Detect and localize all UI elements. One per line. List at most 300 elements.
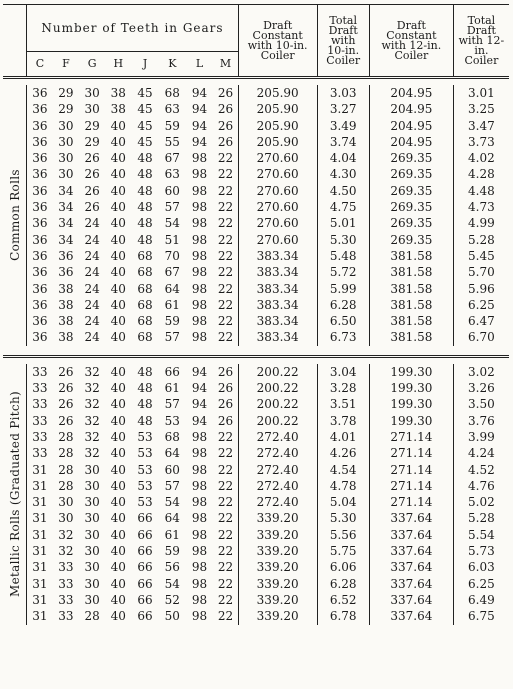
- gear-teeth-cell: 32: [84, 381, 100, 396]
- total-draft-cell: 6.28: [317, 297, 369, 313]
- gear-teeth-cell: 50: [164, 609, 180, 624]
- gear-teeth-cell: 45: [137, 134, 153, 149]
- gear-teeth-cell: 22: [213, 494, 238, 510]
- draft-constant-cell: 339.20: [238, 592, 317, 608]
- table-row: [3, 413, 509, 429]
- gear-col-g: G: [87, 57, 97, 70]
- draft-constant-cell: 272.40: [238, 478, 317, 494]
- gear-teeth-cell: 63: [164, 167, 180, 182]
- gear-teeth-cell: 29: [84, 134, 100, 149]
- gear-teeth-cell: 40: [110, 167, 126, 182]
- gear-teeth-cell: 36: [32, 330, 48, 345]
- gear-teeth-cell: 61: [164, 527, 180, 542]
- draft-constant-cell: 381.58: [369, 313, 453, 329]
- gear-col-k: K: [168, 57, 177, 70]
- gear-teeth-cell: 36: [32, 216, 48, 231]
- draft-constant-cell: 199.30: [369, 413, 453, 429]
- gear-col-f: F: [62, 57, 70, 70]
- gear-teeth-cell: 24: [84, 297, 100, 312]
- gear-teeth-cell: 40: [110, 576, 126, 591]
- draft-constant-cell: 381.58: [369, 248, 453, 264]
- gear-teeth-cell: 36: [32, 183, 48, 198]
- total-draft-cell: 4.75: [317, 199, 369, 215]
- gear-teeth-cell: 31: [32, 495, 48, 510]
- gear-teeth-cell: 40: [110, 495, 126, 510]
- draft-constant-cell: 383.34: [238, 297, 317, 313]
- total-draft-cell: 6.70: [468, 330, 495, 345]
- gear-teeth-cell: 57: [164, 200, 180, 215]
- gear-teeth-cell: 28: [58, 462, 74, 477]
- table-row: [3, 543, 509, 559]
- total-draft-cell: 6.50: [317, 313, 369, 329]
- gear-teeth-cell: 48: [137, 364, 153, 379]
- gear-col-h: H: [113, 57, 124, 70]
- gear-teeth-cell: 56: [164, 560, 180, 575]
- gear-teeth-cell: 51: [164, 232, 180, 247]
- gear-teeth-cell: 40: [110, 609, 126, 624]
- total-draft-cell: 3.99: [468, 429, 495, 444]
- gear-teeth-cell: 68: [137, 265, 153, 280]
- total-draft-cell: 6.75: [468, 609, 495, 624]
- draft-constant-cell: 200.22: [238, 413, 317, 429]
- gear-teeth-cell: 94: [191, 364, 208, 379]
- spacer-cell: [3, 356, 509, 364]
- total-draft-cell: 4.26: [317, 445, 369, 461]
- gear-teeth-cell: 59: [164, 118, 180, 133]
- draft-constant-cell: 272.40: [238, 462, 317, 478]
- total-draft-cell: 3.76: [468, 413, 495, 428]
- gear-teeth-cell: 98: [191, 609, 208, 624]
- total-draft-cell: 3.01: [468, 86, 495, 100]
- gear-teeth-cell: 22: [213, 527, 238, 543]
- total-draft-cell: 3.25: [468, 102, 495, 117]
- draft-constant-cell: 200.22: [238, 380, 317, 396]
- total-draft-cell: 4.30: [317, 166, 369, 182]
- gear-teeth-cell: 66: [137, 592, 153, 607]
- gear-teeth-cell: 48: [137, 151, 153, 166]
- gear-teeth-cell: 33: [32, 364, 48, 379]
- table-row: [3, 85, 509, 101]
- total-12-header: Total Draft with 12-in. Coiler: [458, 13, 505, 67]
- gear-teeth-cell: 22: [213, 462, 238, 478]
- gear-teeth-cell: 40: [110, 592, 126, 607]
- gear-teeth-cell: 48: [137, 183, 153, 198]
- gear-teeth-cell: 24: [84, 232, 100, 247]
- total-draft-cell: 4.54: [317, 462, 369, 478]
- table-row: [3, 494, 509, 510]
- gear-teeth-cell: 40: [110, 429, 126, 444]
- draft-constant-cell: 269.35: [369, 183, 453, 199]
- gear-teeth-cell: 36: [32, 232, 48, 247]
- gear-teeth-cell: 40: [110, 560, 126, 575]
- header-row-top: [3, 5, 509, 52]
- gear-teeth-cell: 40: [110, 478, 126, 493]
- gear-teeth-cell: 32: [84, 446, 100, 461]
- gear-teeth-cell: 38: [58, 297, 74, 312]
- draft-constant-cell: 272.40: [238, 445, 317, 461]
- total-draft-cell: 4.48: [468, 183, 495, 198]
- draft-constant-cell: 205.90: [238, 101, 317, 117]
- draft-constant-cell: 271.14: [369, 478, 453, 494]
- table-row: [3, 101, 509, 117]
- total-draft-cell: 5.75: [317, 543, 369, 559]
- table-row: [3, 445, 509, 461]
- gear-teeth-cell: 98: [191, 151, 208, 166]
- draft-constant-cell: 200.22: [238, 396, 317, 412]
- total-draft-cell: 5.30: [317, 232, 369, 248]
- total-draft-cell: 5.45: [468, 248, 495, 263]
- gear-teeth-cell: 55: [164, 134, 180, 149]
- total-draft-cell: 4.28: [468, 167, 495, 182]
- total-draft-cell: 3.51: [317, 396, 369, 412]
- table-row: [3, 429, 509, 445]
- gear-teeth-cell: 53: [137, 462, 153, 477]
- gear-teeth-cell: 31: [32, 609, 48, 624]
- gear-teeth-cell: 22: [213, 150, 238, 166]
- table-row: [3, 150, 509, 166]
- table-row: [3, 183, 509, 199]
- gear-teeth-cell: 33: [32, 413, 48, 428]
- gear-teeth-cell: 30: [84, 576, 100, 591]
- gear-teeth-cell: 66: [164, 364, 180, 379]
- draft-constant-cell: 272.40: [238, 429, 317, 445]
- total-draft-cell: 5.04: [317, 494, 369, 510]
- gear-teeth-cell: 40: [110, 265, 126, 280]
- gear-teeth-cell: 32: [84, 397, 100, 412]
- gear-teeth-cell: 38: [58, 314, 74, 329]
- gear-teeth-cell: 67: [164, 151, 180, 166]
- total-draft-cell: 5.72: [317, 264, 369, 280]
- gear-teeth-cell: 32: [84, 364, 100, 379]
- gear-teeth-cell: 36: [32, 297, 48, 312]
- gear-teeth-cell: 61: [164, 381, 180, 396]
- gear-teeth-cell: 98: [191, 200, 208, 215]
- gear-teeth-cell: 22: [213, 576, 238, 592]
- gear-teeth-cell: 98: [191, 576, 208, 591]
- gear-teeth-cell: 94: [191, 118, 208, 133]
- gear-teeth-cell: 24: [84, 330, 100, 345]
- gear-teeth-cell: 98: [191, 429, 208, 444]
- gear-teeth-cell: 33: [58, 609, 74, 624]
- total-draft-cell: 6.78: [317, 608, 369, 624]
- draft-constant-cell: 337.64: [369, 608, 453, 624]
- gear-teeth-cell: 33: [32, 397, 48, 412]
- draft-constant-cell: 204.95: [369, 101, 453, 117]
- gear-teeth-cell: 53: [137, 478, 153, 493]
- total-draft-cell: 5.73: [468, 544, 495, 559]
- gear-teeth-cell: 98: [191, 248, 208, 263]
- gear-teeth-cell: 40: [110, 232, 126, 247]
- total-draft-cell: 5.01: [317, 215, 369, 231]
- section-spacer: [3, 78, 509, 86]
- gear-teeth-cell: 40: [110, 381, 126, 396]
- total-draft-cell: 5.70: [468, 265, 495, 280]
- gear-teeth-cell: 22: [213, 281, 238, 297]
- gear-teeth-cell: 34: [58, 183, 74, 198]
- gears-title: Number of Teeth in Gears: [27, 5, 239, 52]
- total-draft-cell: 4.73: [468, 200, 495, 215]
- gear-teeth-cell: 40: [110, 527, 126, 542]
- gear-teeth-cell: 32: [58, 544, 74, 559]
- draft-constant-cell: 269.35: [369, 150, 453, 166]
- total-draft-cell: 3.02: [468, 364, 495, 379]
- gear-teeth-cell: 28: [84, 609, 100, 624]
- table-row: [3, 462, 509, 478]
- draft-constant-cell: 339.20: [238, 608, 317, 624]
- gear-teeth-cell: 66: [137, 576, 153, 591]
- total-draft-cell: 4.52: [468, 462, 495, 477]
- gear-teeth-cell: 31: [32, 576, 48, 591]
- table-row: [3, 199, 509, 215]
- draft-constant-cell: 205.90: [238, 134, 317, 150]
- gear-teeth-cell: 54: [164, 216, 180, 231]
- total-10-header: Total Draft with 10-in. Coiler: [317, 5, 369, 78]
- gear-teeth-cell: 34: [58, 200, 74, 215]
- total-draft-cell: 5.99: [317, 281, 369, 297]
- gear-teeth-cell: 26: [58, 397, 74, 412]
- table-row: [3, 527, 509, 543]
- gear-teeth-cell: 94: [191, 102, 208, 117]
- gear-teeth-cell: 48: [137, 200, 153, 215]
- total-draft-cell: 3.03: [317, 85, 369, 101]
- total-draft-cell: 6.47: [468, 314, 495, 329]
- draft-constant-cell: 339.20: [238, 576, 317, 592]
- gear-teeth-cell: 57: [164, 397, 180, 412]
- gear-teeth-cell: 67: [164, 265, 180, 280]
- gear-teeth-cell: 98: [191, 527, 208, 542]
- gear-teeth-cell: 30: [84, 511, 100, 526]
- gear-teeth-cell: 66: [137, 527, 153, 542]
- gear-teeth-cell: 22: [213, 297, 238, 313]
- gear-teeth-cell: 70: [164, 248, 180, 263]
- gear-teeth-cell: 53: [164, 413, 180, 428]
- draft-constant-cell: 204.95: [369, 134, 453, 150]
- gear-teeth-cell: 48: [137, 381, 153, 396]
- gear-teeth-cell: 36: [32, 151, 48, 166]
- section-label: Metallic Rolls (Graduated Pitch): [7, 391, 22, 598]
- gear-teeth-cell: 32: [58, 527, 74, 542]
- gear-teeth-cell: 26: [84, 183, 100, 198]
- gear-teeth-cell: 94: [191, 413, 208, 428]
- gear-teeth-cell: 36: [32, 200, 48, 215]
- gear-teeth-cell: 26: [213, 85, 238, 101]
- draft-constant-cell: 270.60: [238, 166, 317, 182]
- gear-teeth-cell: 40: [110, 297, 126, 312]
- gear-teeth-cell: 22: [213, 199, 238, 215]
- gear-teeth-cell: 32: [84, 429, 100, 444]
- draft-constant-cell: 271.14: [369, 462, 453, 478]
- total-draft-cell: 3.73: [468, 134, 495, 149]
- gear-teeth-cell: 28: [58, 446, 74, 461]
- gear-teeth-cell: 28: [58, 478, 74, 493]
- gear-teeth-cell: 26: [213, 101, 238, 117]
- gear-teeth-cell: 34: [58, 232, 74, 247]
- gear-teeth-cell: 53: [137, 446, 153, 461]
- gear-teeth-cell: 36: [58, 248, 74, 263]
- draft-constant-cell: 204.95: [369, 85, 453, 101]
- gear-teeth-cell: 68: [137, 248, 153, 263]
- gear-teeth-cell: 98: [191, 592, 208, 607]
- gear-teeth-cell: 36: [32, 281, 48, 296]
- draft-constant-cell: 337.64: [369, 576, 453, 592]
- section-label-cell: [3, 85, 27, 346]
- draft-constant-cell: 270.60: [238, 215, 317, 231]
- table-row: [3, 559, 509, 575]
- gear-teeth-cell: 94: [191, 381, 208, 396]
- gear-teeth-cell: 24: [84, 265, 100, 280]
- gear-teeth-cell: 31: [32, 592, 48, 607]
- table-row: [3, 396, 509, 412]
- gear-teeth-cell: 30: [58, 511, 74, 526]
- gear-teeth-cell: 98: [191, 544, 208, 559]
- gear-teeth-cell: 57: [164, 330, 180, 345]
- total-draft-cell: 6.03: [468, 560, 495, 575]
- gear-teeth-cell: 45: [137, 118, 153, 133]
- gear-teeth-cell: 40: [110, 413, 126, 428]
- total-draft-cell: 3.78: [317, 413, 369, 429]
- gear-teeth-cell: 66: [137, 544, 153, 559]
- gear-teeth-cell: 66: [137, 511, 153, 526]
- gear-teeth-cell: 30: [84, 495, 100, 510]
- draft-constant-cell: 269.35: [369, 215, 453, 231]
- gear-teeth-cell: 33: [58, 592, 74, 607]
- gear-teeth-cell: 48: [137, 413, 153, 428]
- gear-teeth-cell: 59: [164, 544, 180, 559]
- gear-teeth-cell: 63: [164, 102, 180, 117]
- draft-constant-cell: 270.60: [238, 150, 317, 166]
- draft-constant-cell: 270.60: [238, 199, 317, 215]
- gear-teeth-cell: 45: [137, 86, 153, 100]
- gear-teeth-cell: 30: [58, 151, 74, 166]
- gear-teeth-cell: 24: [84, 216, 100, 231]
- gear-teeth-cell: 30: [84, 478, 100, 493]
- gear-teeth-cell: 40: [110, 183, 126, 198]
- gear-teeth-cell: 26: [213, 118, 238, 134]
- gear-teeth-cell: 48: [137, 397, 153, 412]
- gear-teeth-cell: 30: [58, 495, 74, 510]
- gear-teeth-cell: 30: [84, 544, 100, 559]
- gear-teeth-cell: 22: [213, 248, 238, 264]
- table-row: [3, 215, 509, 231]
- table-row: [3, 592, 509, 608]
- gear-teeth-cell: 22: [213, 559, 238, 575]
- draft-constant-cell: 381.58: [369, 297, 453, 313]
- gear-teeth-cell: 98: [191, 216, 208, 231]
- gear-teeth-cell: 30: [84, 527, 100, 542]
- gear-teeth-cell: 98: [191, 478, 208, 493]
- total-draft-cell: 6.25: [468, 576, 495, 591]
- gear-teeth-cell: 24: [84, 281, 100, 296]
- gear-teeth-cell: 22: [213, 232, 238, 248]
- gear-teeth-cell: 26: [58, 364, 74, 379]
- gear-teeth-cell: 26: [213, 380, 238, 396]
- draft-constant-cell: 271.14: [369, 445, 453, 461]
- gear-teeth-cell: 36: [58, 265, 74, 280]
- gear-teeth-cell: 59: [164, 314, 180, 329]
- gear-teeth-cell: 68: [137, 314, 153, 329]
- total-draft-cell: 6.73: [317, 329, 369, 345]
- total-draft-cell: 5.28: [468, 511, 495, 526]
- gear-teeth-cell: 38: [58, 281, 74, 296]
- section-spacer: [3, 356, 509, 364]
- gear-teeth-cell: 98: [191, 462, 208, 477]
- gear-teeth-cell: 98: [191, 232, 208, 247]
- gear-teeth-cell: 98: [191, 281, 208, 296]
- gear-teeth-cell: 40: [110, 446, 126, 461]
- gear-teeth-cell: 22: [213, 445, 238, 461]
- gear-teeth-cell: 36: [32, 118, 48, 133]
- draft-constant-cell: 339.20: [238, 527, 317, 543]
- gear-teeth-cell: 66: [137, 609, 153, 624]
- section-divider: [3, 346, 509, 357]
- gear-teeth-cell: 36: [32, 248, 48, 263]
- total-draft-cell: 4.99: [468, 216, 495, 231]
- draft-constant-cell: 383.34: [238, 329, 317, 345]
- gear-teeth-cell: 31: [32, 560, 48, 575]
- gear-teeth-cell: 33: [32, 446, 48, 461]
- draft-constant-cell: 339.20: [238, 510, 317, 526]
- gear-teeth-cell: 98: [191, 495, 208, 510]
- gear-teeth-cell: 26: [213, 413, 238, 429]
- table-row: [3, 264, 509, 280]
- gear-teeth-cell: 60: [164, 183, 180, 198]
- gear-teeth-cell: 54: [164, 576, 180, 591]
- gear-teeth-cell: 48: [137, 216, 153, 231]
- draft-constant-cell: 337.64: [369, 543, 453, 559]
- gear-teeth-cell: 64: [164, 446, 180, 461]
- gear-teeth-cell: 48: [137, 167, 153, 182]
- gear-teeth-cell: 40: [110, 118, 126, 133]
- draft-constant-cell: 381.58: [369, 329, 453, 345]
- gear-teeth-cell: 68: [137, 281, 153, 296]
- draft-constant-cell: 339.20: [238, 543, 317, 559]
- table-row: [3, 576, 509, 592]
- gear-teeth-cell: 26: [84, 151, 100, 166]
- total-draft-cell: 4.50: [317, 183, 369, 199]
- gear-teeth-cell: 36: [32, 86, 48, 100]
- draft-constant-cell: 272.40: [238, 494, 317, 510]
- total-draft-cell: 5.96: [468, 281, 495, 296]
- gear-teeth-cell: 52: [164, 592, 180, 607]
- gear-draft-table: [3, 4, 509, 625]
- gear-teeth-cell: 29: [58, 102, 74, 117]
- gear-teeth-cell: 26: [84, 167, 100, 182]
- draft-constant-cell: 337.64: [369, 510, 453, 526]
- gear-teeth-cell: 60: [164, 462, 180, 477]
- gear-teeth-cell: 54: [164, 495, 180, 510]
- section-label-cell: [3, 364, 27, 625]
- total-draft-cell: 4.24: [468, 446, 495, 461]
- gear-teeth-cell: 26: [213, 134, 238, 150]
- gear-teeth-cell: 33: [58, 576, 74, 591]
- table-row: [3, 510, 509, 526]
- gear-teeth-cell: 38: [110, 86, 126, 100]
- draft-constant-cell: 269.35: [369, 166, 453, 182]
- draft-constant-cell: 205.90: [238, 118, 317, 134]
- gear-col-c: C: [35, 57, 45, 70]
- gear-teeth-cell: 22: [213, 543, 238, 559]
- table-row: [3, 166, 509, 182]
- table-body: [3, 78, 509, 625]
- gear-teeth-cell: 40: [110, 216, 126, 231]
- draft-constant-cell: 383.34: [238, 264, 317, 280]
- total-draft-cell: 3.28: [317, 380, 369, 396]
- total-draft-cell: 6.25: [468, 297, 495, 312]
- gear-teeth-cell: 53: [137, 495, 153, 510]
- draft-constant-cell: 383.34: [238, 281, 317, 297]
- gear-teeth-cell: 94: [191, 86, 208, 100]
- gear-teeth-cell: 33: [32, 429, 48, 444]
